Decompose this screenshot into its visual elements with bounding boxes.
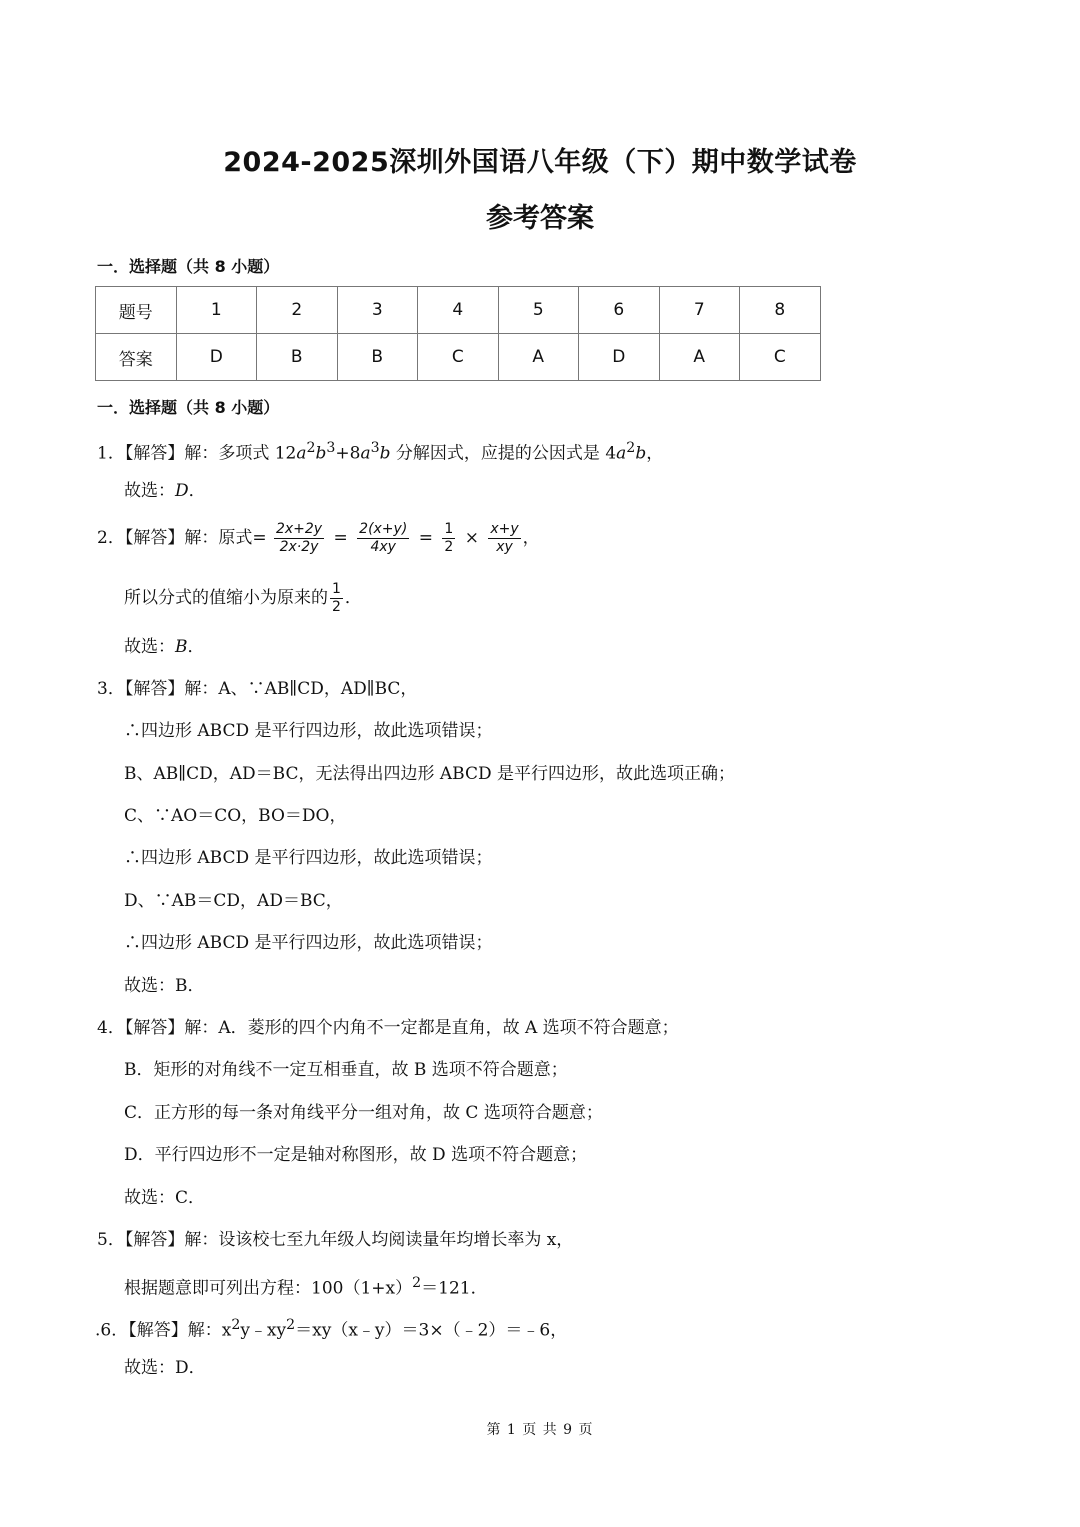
denominator: 4xy (370, 539, 396, 555)
fraction (330, 581, 343, 616)
table-cell: D (176, 334, 257, 381)
q5-text: 根据题意即可列出方程：100（1+x） (124, 1278, 413, 1299)
equals-sign: = (333, 528, 348, 548)
table-cell-label: 答案 (96, 334, 177, 381)
choose-label: 故选： (124, 481, 175, 501)
page-footer: 第 1 页 共 9 页 (486, 1422, 594, 1438)
choice-letter: B (175, 637, 188, 657)
fraction (488, 521, 520, 556)
fraction (357, 521, 409, 556)
q3-line-3: B、AB∥CD，AD＝BC，无法得出四边形 ABCD 是平行四边形，故此选项正确； (124, 764, 736, 784)
q6-text: y﹣xy (240, 1320, 287, 1341)
table-cell-label: 题号 (96, 287, 177, 334)
q6-exp: 2 (286, 1317, 296, 1333)
table-cell: B (257, 334, 338, 381)
q5-line-1: 5．【解答】解：设该校七至九年级人均阅读量年均增长率为 x， (97, 1230, 574, 1250)
q3-choice-line: 故选：B． (124, 976, 205, 996)
q1-choice-line (124, 479, 206, 503)
q3-line-7: ∴四边形 ABCD 是平行四边形，故此选项错误； (124, 933, 493, 953)
table-cell: A (659, 334, 740, 381)
q6-choice-line: 故选：D． (124, 1358, 206, 1378)
q2-conclusion-line (124, 578, 362, 618)
q4-choice-line: 故选：C． (124, 1188, 206, 1208)
q3-line-1: 3．【解答】解：A、∵AB∥CD，AD∥BC， (97, 679, 418, 699)
q1-exp: 2 (306, 440, 316, 456)
times-sign: × (464, 528, 479, 548)
q1-var: b (379, 443, 391, 464)
equals-sign: = (418, 528, 433, 548)
document-subtitle: 参考答案 (486, 203, 594, 234)
q1-text: 分解因式，应提的公因式是 4 (390, 443, 617, 464)
table-cell: 4 (418, 287, 499, 334)
section-title-solutions: 一．选择题（共 8 小题） (97, 398, 280, 417)
q1-var: a (360, 443, 371, 464)
fraction (442, 521, 455, 556)
q2-text: 2．【解答】解：原式= (97, 528, 267, 548)
q1-var: b (635, 443, 647, 464)
section-title-choice: 一．选择题（共 8 小题） (97, 257, 280, 276)
numerator: 2(x+y) (359, 521, 408, 537)
q5-line-2 (124, 1271, 488, 1301)
denominator: 2 (444, 539, 454, 555)
q1-solution-line (97, 436, 663, 466)
q5-exp: 2 (412, 1275, 422, 1291)
period: ． (188, 481, 206, 501)
q1-exp: 3 (326, 440, 336, 456)
choose-label: 故选： (124, 637, 175, 657)
numerator: 1 (444, 521, 454, 537)
q2-text: ， (522, 528, 540, 548)
denominator: xy (496, 539, 513, 555)
table-cell: D (579, 334, 660, 381)
table-cell: 1 (176, 287, 257, 334)
q6-text: .6．【解答】解：x (95, 1320, 232, 1341)
q1-text: +8 (335, 443, 361, 464)
answer-table (95, 286, 821, 381)
q3-line-6: D、∵AB＝CD，AD＝BC， (124, 891, 343, 911)
period: ． (187, 637, 205, 657)
q6-text: ＝xy（x﹣y）＝3×（﹣2）＝﹣6， (295, 1320, 568, 1341)
table-row-answers (96, 334, 821, 381)
q1-var: a (616, 443, 627, 464)
table-cell: C (740, 334, 821, 381)
q6-line-1 (95, 1313, 567, 1343)
table-cell: 7 (659, 287, 740, 334)
q2-text: 所以分式的值缩小为原来的 (124, 588, 328, 608)
denominator: 2 (332, 599, 341, 615)
table-cell: B (337, 334, 418, 381)
table-cell: 8 (740, 287, 821, 334)
table-cell: 2 (257, 287, 338, 334)
q2-solution-line (97, 518, 540, 558)
numerator: 1 (332, 581, 341, 597)
q4-line-2: B．矩形的对角线不一定互相垂直，故 B 选项不符合题意； (124, 1060, 568, 1080)
table-row-numbers (96, 287, 821, 334)
q1-var: b (315, 443, 327, 464)
table-cell: C (418, 334, 499, 381)
q6-exp: 2 (231, 1317, 241, 1333)
q3-line-2: ∴四边形 ABCD 是平行四边形，故此选项错误； (124, 721, 493, 741)
choice-letter: D (175, 481, 189, 501)
q1-exp: 2 (626, 440, 636, 456)
q4-line-4: D．平行四边形不一定是轴对称图形，故 D 选项不符合题意； (124, 1145, 588, 1165)
numerator: x+y (490, 521, 519, 537)
q1-exp: 3 (370, 440, 380, 456)
q4-line-3: C．正方形的每一条对角线平分一组对角，故 C 选项符合题意； (124, 1103, 603, 1123)
table-cell: 5 (498, 287, 579, 334)
q1-text: 1．【解答】解：多项式 12 (97, 443, 297, 464)
q4-line-1: 4．【解答】解：A．菱形的四个内角不一定都是直角，故 A 选项不符合题意； (97, 1018, 679, 1038)
denominator: 2x·2y (279, 539, 319, 555)
q3-line-4: C、∵AO＝CO，BO＝DO， (124, 806, 347, 826)
q1-var: a (296, 443, 307, 464)
numerator: 2x+2y (275, 521, 323, 537)
q5-text: ＝121． (421, 1278, 488, 1299)
table-cell: 6 (579, 287, 660, 334)
document-title: 2024-2025深圳外国语八年级（下）期中数学试卷 (223, 147, 857, 178)
q3-line-5: ∴四边形 ABCD 是平行四边形，故此选项错误； (124, 848, 493, 868)
table-cell: A (498, 334, 579, 381)
fraction (274, 521, 324, 556)
q1-text: ， (646, 443, 664, 464)
table-cell: 3 (337, 287, 418, 334)
q2-choice-line (124, 635, 205, 659)
period: ． (344, 588, 362, 608)
